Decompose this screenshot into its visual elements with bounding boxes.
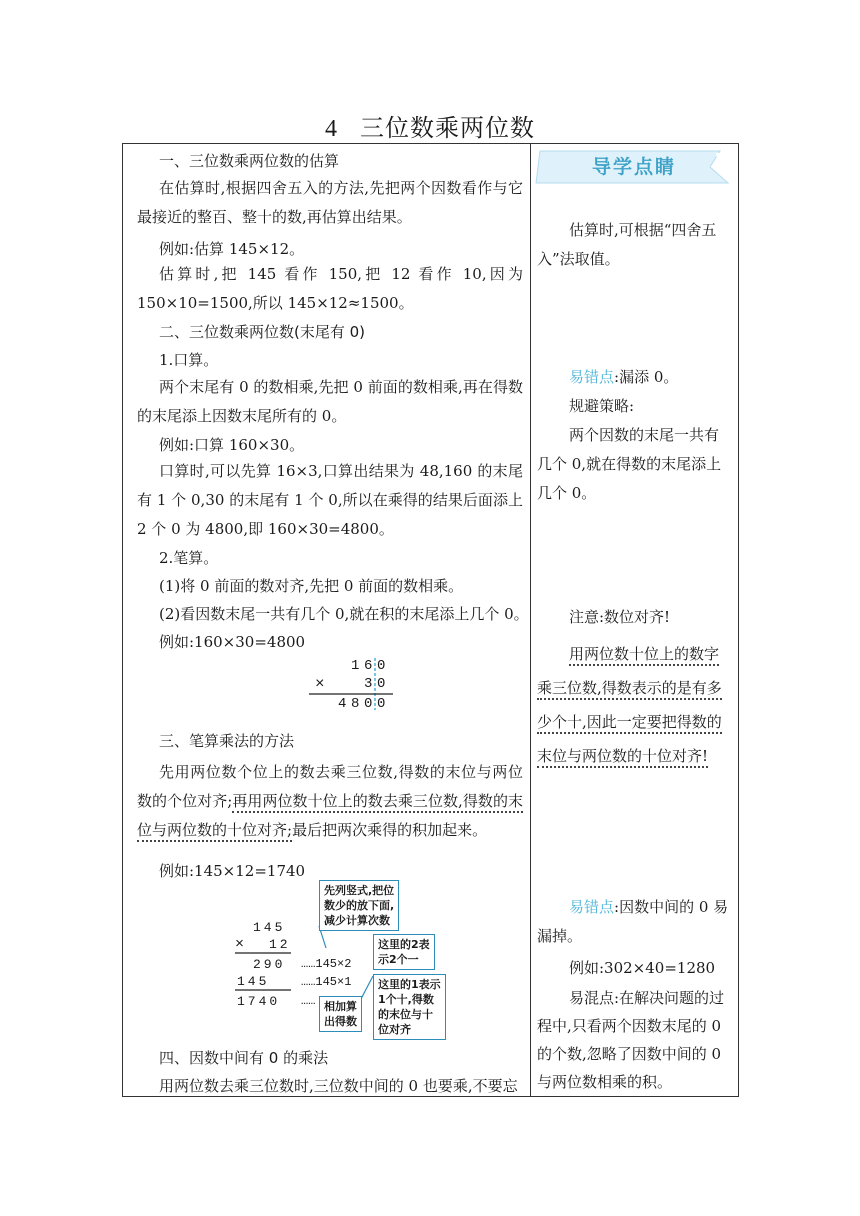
- section3-part2-emphasis: 再用两位数十位上的数去乘三位数,得数的末位与两位数的十位对齐;: [137, 792, 523, 842]
- calc2-label-145x2: ……145×2: [301, 957, 352, 971]
- calc2-partial1: 290: [253, 957, 286, 972]
- note-line: 这里的1表示: [378, 978, 441, 991]
- section4-paragraph: 用两位数去乘三位数时,三位数中间的 0 也要乘,不要忘: [159, 1077, 518, 1095]
- section3-part1: 先用两位数个位上的数去乘三位数,得数的末位与两位数的个位对齐;: [137, 763, 523, 810]
- note-line: 先列竖式,把位: [324, 884, 395, 897]
- calc1-digit: 0: [364, 696, 373, 712]
- calc2-result: 1740: [237, 994, 281, 1009]
- calc1-digit: 6: [364, 658, 373, 674]
- error-point-2: [537, 893, 731, 951]
- strategy-label: 规避策略:: [569, 397, 635, 415]
- vertical-calculation-145x12: [231, 880, 461, 1040]
- calc1-digit: 0: [377, 676, 386, 692]
- note-ones-place: [373, 934, 435, 970]
- section4-heading: 四、因数中间有 0 的乘法: [159, 1049, 329, 1067]
- section3-paragraph: [137, 758, 523, 845]
- calc1-digit: 4: [338, 696, 347, 712]
- note-line: 这里的2表: [378, 938, 430, 951]
- guide-banner: [534, 149, 734, 185]
- section2-explanation: 口算时,可以先算 16×3,口算出结果为 48,160 的末尾有 1 个 0,30 的末尾有 1 个 0,所以在乘得的结果后面添上 2 个 0 为 4800,即 160×30=4800。: [137, 462, 523, 538]
- section3-example: 例如:145×12=1740: [159, 862, 306, 880]
- vertical-calculation-160x30: [305, 656, 395, 716]
- title-text: 三位数乘两位数: [360, 114, 535, 142]
- note-line: 出得数: [324, 1015, 357, 1028]
- title-number: 4: [325, 116, 338, 142]
- section2-example2: 例如:160×30=4800: [159, 633, 306, 651]
- section2-step2: (2)看因数末尾一共有几个 0,就在积的末尾添上几个 0。: [159, 605, 529, 623]
- note-line: 减少计算次数: [324, 914, 390, 927]
- section1-paragraph: 在估算时,根据四舍五入的方法,先把两个因数看作与它最接近的整百、整十的数,再估算出结果。: [137, 179, 523, 226]
- calc1-digit: 3: [364, 676, 373, 692]
- banner-title: 导学点睛: [591, 156, 676, 178]
- tip-estimate: 估算时,可根据“四舍五入”法取值。: [537, 221, 717, 268]
- note-line: 的末位与十: [378, 1008, 433, 1021]
- error-label: 易错点: [569, 898, 615, 916]
- note-line: 位对齐: [378, 1023, 411, 1036]
- note-list-vertical: [319, 880, 399, 931]
- calc2-label-sum: ……: [301, 994, 316, 1008]
- calc2-partial2: 145: [237, 974, 270, 989]
- calc1-digit: 0: [377, 696, 386, 712]
- error-label: 易错点: [569, 368, 615, 386]
- error-example: 例如:302×40=1280: [569, 959, 716, 977]
- calc2-label-145x1: ……145×1: [301, 975, 352, 989]
- section1-explanation: 估算时,把 145 看作 150,把 12 看作 10,因为 150×10=1500,所以 145×12≈1500。: [137, 265, 523, 312]
- note-line: 示2个一: [378, 953, 419, 966]
- note-line: 1个十,得数: [378, 993, 434, 1006]
- calc2-times-sign: ×: [235, 936, 245, 953]
- section1-heading: 一、三位数乘两位数的估算: [159, 152, 340, 170]
- section3-part3: 最后把两次乘得的积加起来。: [292, 821, 488, 839]
- error-text: :漏添 0。: [614, 368, 679, 386]
- error-text: :因数中间的 0 易漏掉。: [537, 898, 729, 945]
- section2-sub1: 1.口算。: [159, 351, 219, 369]
- section2-sub2: 2.笔算。: [159, 549, 219, 567]
- strategy-text: 两个因数的末尾一共有几个 0,就在得数的末尾添上几个 0。: [537, 426, 722, 502]
- error-point-1: [537, 363, 731, 392]
- section1-example: 例如:估算 145×12。: [159, 240, 305, 258]
- confusion-point: 易混点:在解决问题的过程中,只看两个因数末尾的 0 的个数,忽略了因数中间的 0 与两位数相乘的积。: [537, 989, 725, 1091]
- section3-heading: 三、笔算乘法的方法: [159, 732, 295, 750]
- calc1-digit: 0: [377, 658, 386, 674]
- section2-step1: (1)将 0 前面的数对齐,先把 0 前面的数相乘。: [159, 577, 464, 595]
- content-table: [122, 143, 739, 1097]
- note-add-up: [319, 996, 362, 1032]
- section2-rule: 两个末尾有 0 的数相乘,先把 0 前面的数相乘,再在得数的末尾添上因数末尾所有的 0。: [137, 378, 523, 425]
- calc1-digit: 8: [351, 696, 360, 712]
- note-line: 数少的放下面,: [324, 899, 395, 912]
- note-alignment-text: [537, 637, 731, 773]
- calc2-multiplicand: 145: [253, 920, 286, 935]
- note-tens-place: [373, 974, 446, 1040]
- note-line: 相加算: [324, 1000, 357, 1013]
- column-divider: [530, 144, 531, 1096]
- calc1-digit: 1: [351, 658, 360, 674]
- section2-example1: 例如:口算 160×30。: [159, 436, 305, 454]
- calc2-multiplier: 12: [269, 937, 291, 952]
- note-alignment-emphasis: 用两位数十位上的数字乘三位数,得数表示的是有多少个十,因此一定要把得数的末位与两位数的十位对齐!: [537, 645, 722, 768]
- section2-heading: 二、三位数乘两位数(末尾有 0): [159, 323, 366, 341]
- calc1-times-sign: ×: [315, 675, 325, 693]
- page-title: [0, 108, 860, 143]
- note-alignment-label: 注意:数位对齐!: [569, 608, 671, 626]
